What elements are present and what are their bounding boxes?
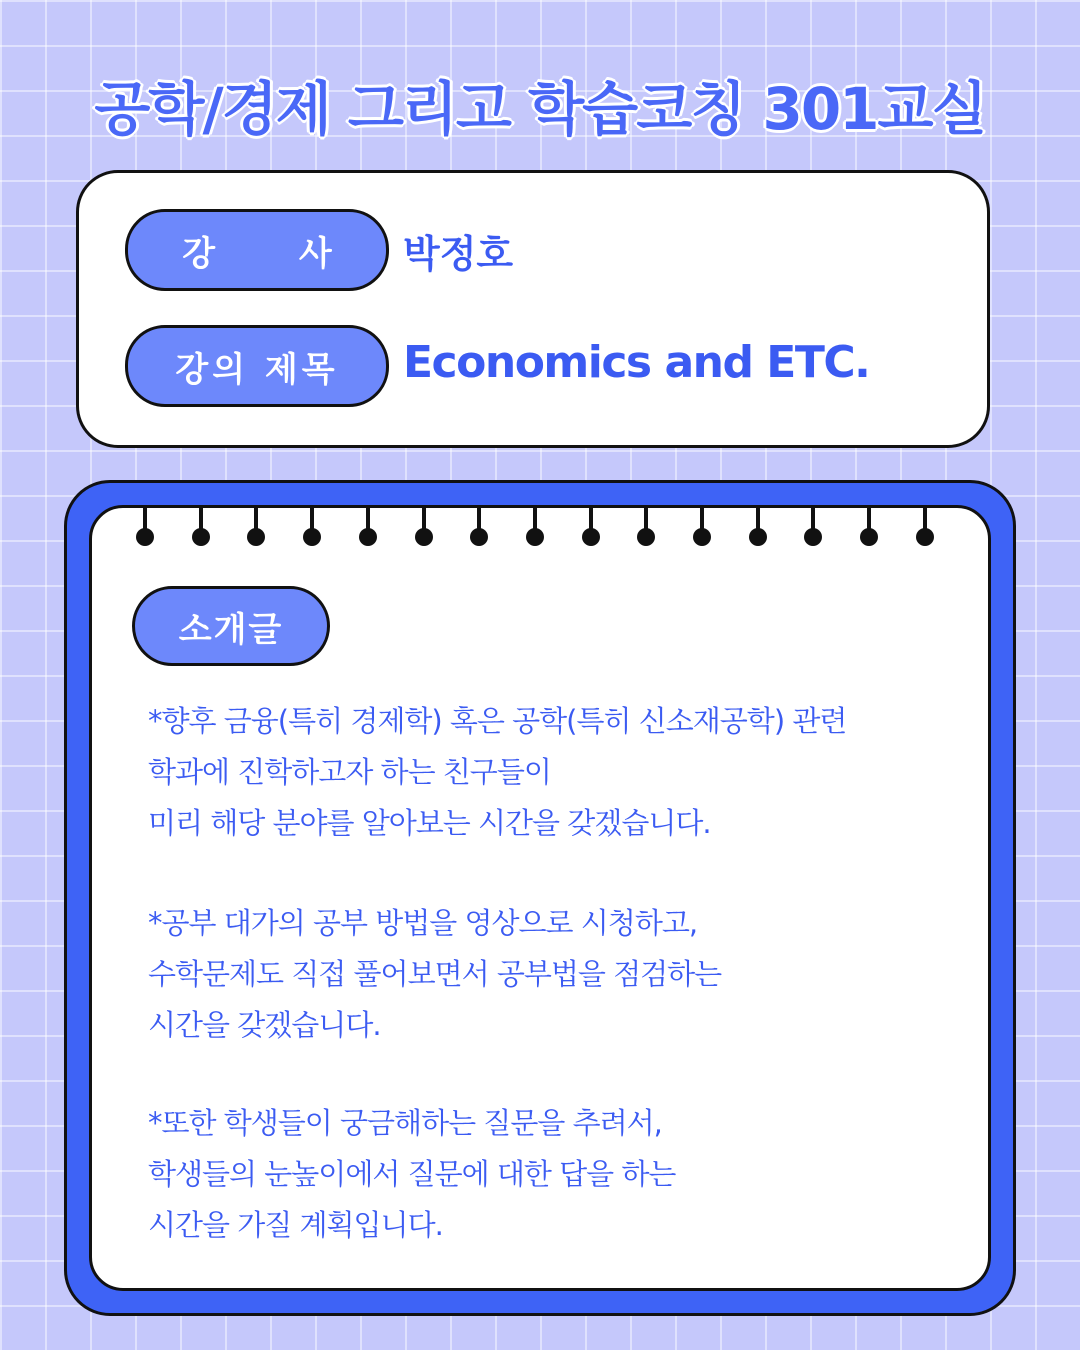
binder-ring-icon <box>916 508 934 548</box>
binder-ring-icon <box>470 508 488 548</box>
binder-ring-icon <box>804 508 822 548</box>
intro-line: 수학문제도 직접 풀어보면서 공부법을 점검하는 <box>148 957 722 991</box>
binder-ring-icon <box>860 508 878 548</box>
intro-line: 미리 해당 분야를 알아보는 시간을 갖겠습니다. <box>148 806 711 840</box>
binder-ring-icon <box>359 508 377 548</box>
intro-line: *또한 학생들이 궁금해하는 질문을 추려서, <box>148 1106 662 1140</box>
intro-line: *공부 대가의 공부 방법을 영상으로 시청하고, <box>148 906 698 940</box>
intro-line: 시간을 갖겠습니다. <box>148 1008 381 1042</box>
binder-ring-icon <box>526 508 544 548</box>
binder-ring-icon <box>247 508 265 548</box>
binder-ring-icon <box>693 508 711 548</box>
intro-paragraph-3 <box>148 1098 675 1251</box>
lecturer-name: 박정호 <box>403 232 514 276</box>
page-title: 공학/경제 그리고 학습코칭 301교실 <box>94 75 986 143</box>
binder-rings <box>136 508 936 558</box>
intro-line: 학과에 진학하고자 하는 친구들이 <box>148 755 551 789</box>
binder-ring-icon <box>136 508 154 548</box>
intro-line: *향후 금융(특히 경제학) 혹은 공학(특히 신소재공학) 관련 <box>148 704 847 738</box>
binder-ring-icon <box>637 508 655 548</box>
intro-paragraph-2 <box>148 898 721 1051</box>
intro-paragraph-1 <box>148 696 846 849</box>
lecturer-label: 강 사 <box>125 209 389 291</box>
intro-line: 학생들의 눈높이에서 질문에 대한 답을 하는 <box>148 1157 676 1191</box>
intro-label: 소개글 <box>132 586 330 666</box>
notebook-page <box>89 505 991 1291</box>
binder-ring-icon <box>749 508 767 548</box>
info-card <box>76 170 990 448</box>
binder-ring-icon <box>192 508 210 548</box>
notebook-frame <box>64 480 1016 1316</box>
binder-ring-icon <box>582 508 600 548</box>
course-title: Economics and ETC. <box>403 337 870 388</box>
course-title-label: 강의 제목 <box>125 325 389 407</box>
intro-line: 시간을 가질 계획입니다. <box>148 1208 443 1242</box>
binder-ring-icon <box>303 508 321 548</box>
binder-ring-icon <box>415 508 433 548</box>
